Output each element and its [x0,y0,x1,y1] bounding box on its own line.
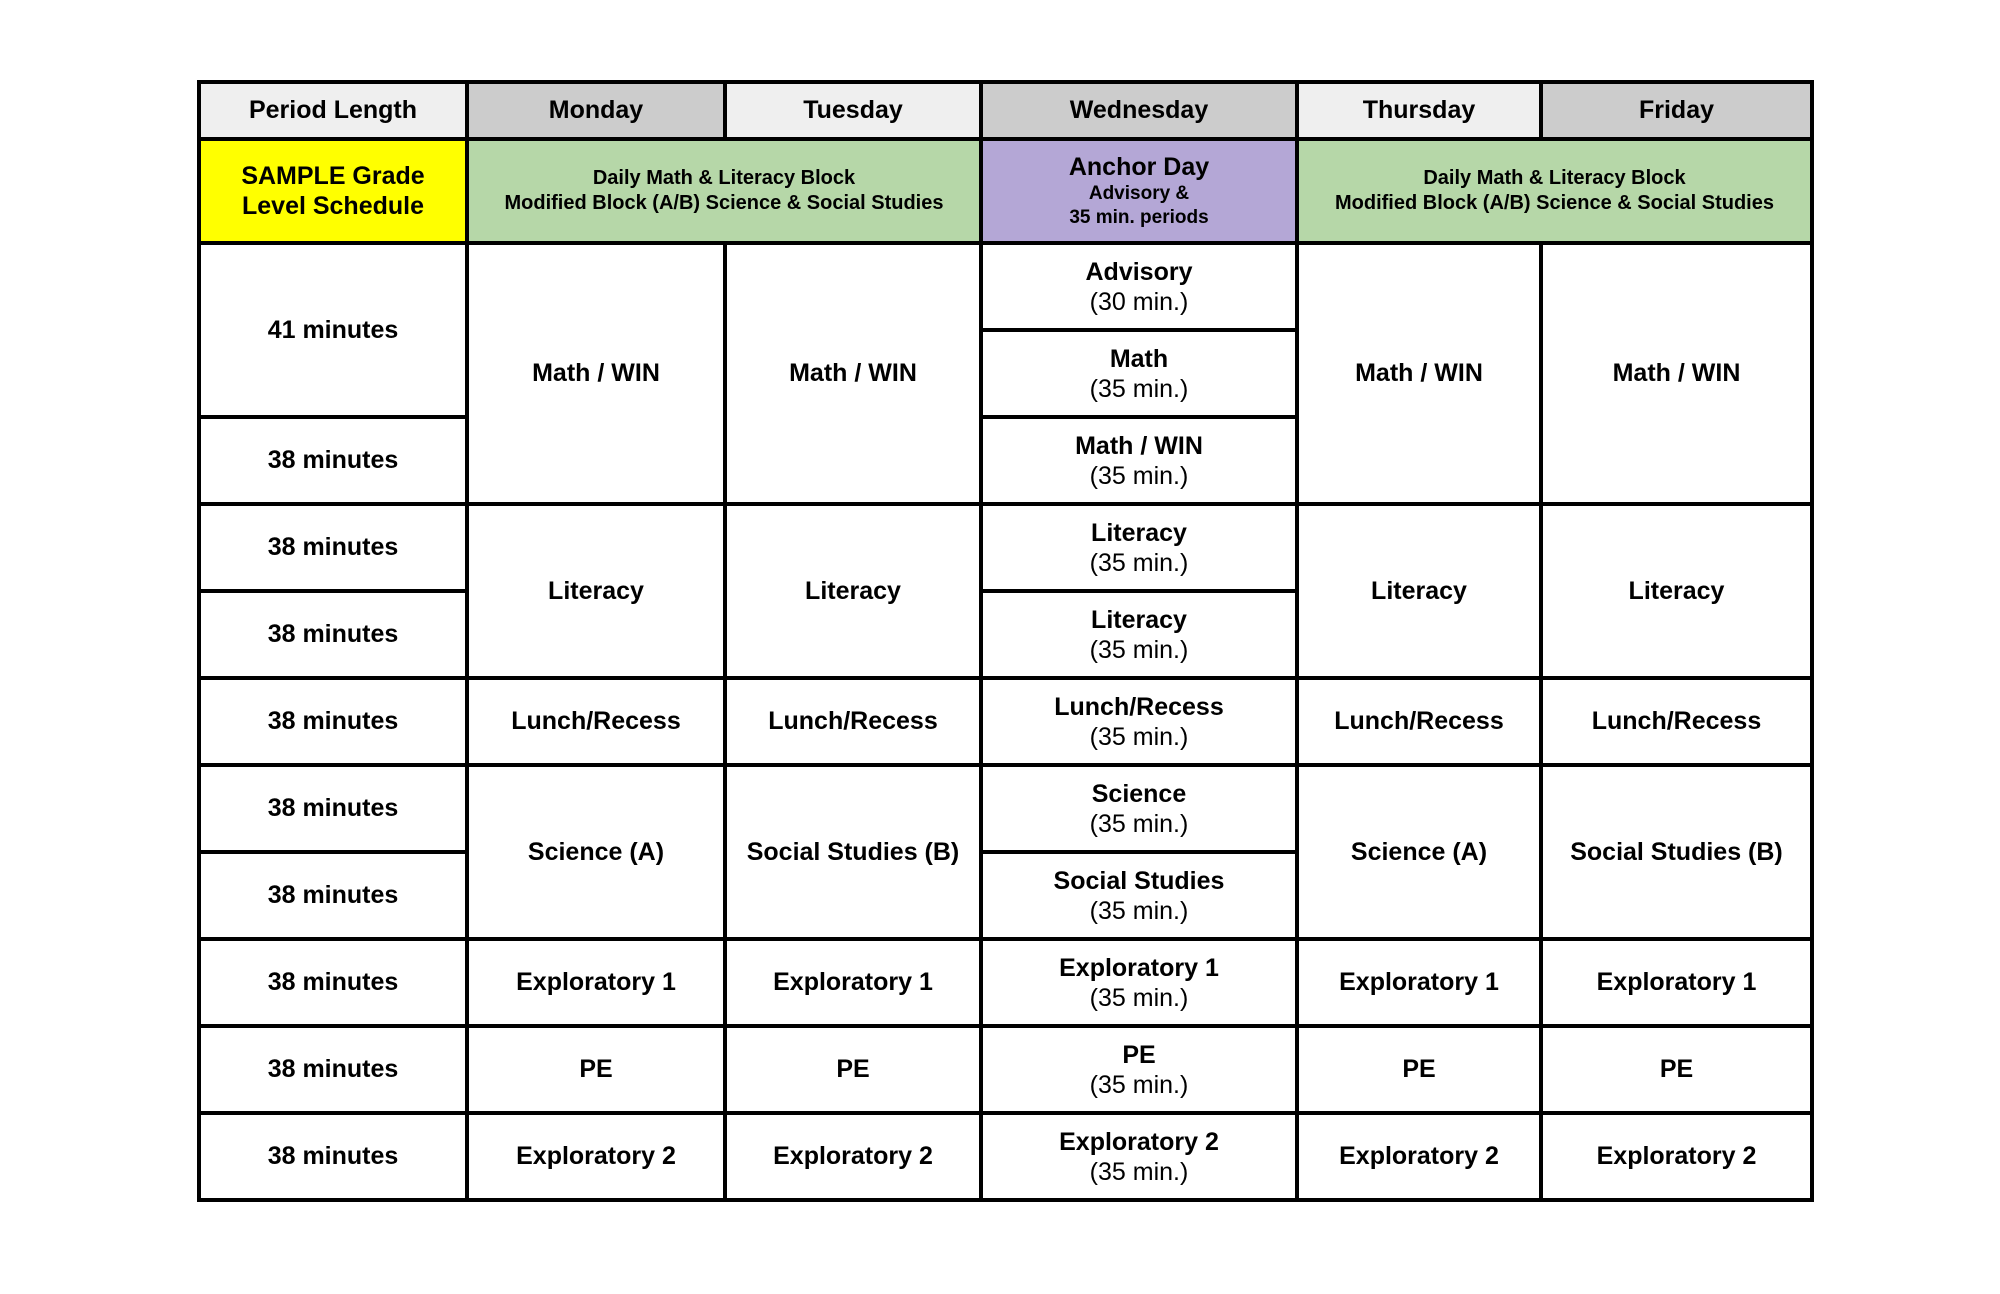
wed-class-name: Literacy [1091,518,1187,547]
schedule-row [199,504,1812,591]
schedule-row [199,939,1812,1026]
block-note-mon-tue [467,139,981,243]
anchor-day-note [981,139,1297,243]
anchor-day-line-1: Advisory & [1088,183,1190,204]
thursday-math-win: Math / WIN [1297,243,1541,504]
tuesday-lunch: Lunch/Recess [725,678,981,765]
period-length-cell: 38 minutes [199,765,467,852]
period-length-cell: 38 minutes [199,939,467,1026]
wed-class-name: Science [1091,779,1187,808]
header-period-length: Period Length [199,82,467,139]
friday-literacy: Literacy [1541,504,1812,678]
tuesday-pe: PE [725,1026,981,1113]
header-monday: Monday [467,82,725,139]
wed-class-duration: (35 min.) [1089,1070,1189,1099]
wednesday-math-win [981,417,1297,504]
schedule-row [199,1026,1812,1113]
wed-class-name: Math / WIN [1075,431,1203,460]
header-tuesday: Tuesday [725,82,981,139]
info-row [199,139,1812,243]
wed-class-name: Exploratory 1 [1059,953,1219,982]
wed-class-name: Literacy [1091,605,1187,634]
thursday-pe: PE [1297,1026,1541,1113]
wed-class-duration: (30 min.) [1089,287,1189,316]
schedule-row [199,765,1812,852]
thursday-literacy: Literacy [1297,504,1541,678]
tuesday-social-studies: Social Studies (B) [725,765,981,939]
wednesday-literacy-2 [981,591,1297,678]
wed-class-name: PE [1122,1040,1156,1069]
wed-class-duration: (35 min.) [1089,896,1189,925]
friday-social-studies: Social Studies (B) [1541,765,1812,939]
monday-exploratory-2: Exploratory 2 [467,1113,725,1200]
period-length-cell: 41 minutes [199,243,467,417]
thursday-exploratory-2: Exploratory 2 [1297,1113,1541,1200]
period-length-cell: 38 minutes [199,1113,467,1200]
wednesday-advisory [981,243,1297,330]
friday-exploratory-2: Exploratory 2 [1541,1113,1812,1200]
wed-class-duration: (35 min.) [1089,635,1189,664]
wed-class-duration: (35 min.) [1089,548,1189,577]
friday-exploratory-1: Exploratory 1 [1541,939,1812,1026]
wed-class-duration: (35 min.) [1089,809,1189,838]
wed-class-name: Math [1109,344,1169,373]
wed-class-duration: (35 min.) [1089,374,1189,403]
block-note-line-2: Modified Block (A/B) Science & Social Studies [504,192,944,214]
schedule-row [199,678,1812,765]
period-length-cell: 38 minutes [199,591,467,678]
sample-line-1: SAMPLE Grade [241,162,425,190]
tuesday-exploratory-1: Exploratory 1 [725,939,981,1026]
period-length-cell: 38 minutes [199,852,467,939]
wed-class-name: Advisory [1085,257,1193,286]
tuesday-exploratory-2: Exploratory 2 [725,1113,981,1200]
wednesday-science [981,765,1297,852]
period-length-cell: 38 minutes [199,1026,467,1113]
header-row [199,82,1812,139]
monday-math-win: Math / WIN [467,243,725,504]
anchor-day-title: Anchor Day [1068,153,1210,181]
wed-class-name: Lunch/Recess [1054,692,1224,721]
anchor-day-line-2: 35 min. periods [1069,207,1209,228]
wednesday-lunch [981,678,1297,765]
sample-schedule-label [199,139,467,243]
wednesday-pe [981,1026,1297,1113]
wednesday-literacy-1 [981,504,1297,591]
monday-literacy: Literacy [467,504,725,678]
schedule-table [197,80,1814,1202]
tuesday-math-win: Math / WIN [725,243,981,504]
header-friday: Friday [1541,82,1812,139]
monday-lunch: Lunch/Recess [467,678,725,765]
monday-pe: PE [467,1026,725,1113]
friday-lunch: Lunch/Recess [1541,678,1812,765]
block-note-line-1: Daily Math & Literacy Block [1423,167,1686,189]
block-note-line-2: Modified Block (A/B) Science & Social Studies [1335,192,1774,214]
thursday-science: Science (A) [1297,765,1541,939]
wed-class-duration: (35 min.) [1089,1157,1189,1186]
monday-exploratory-1: Exploratory 1 [467,939,725,1026]
period-length-cell: 38 minutes [199,417,467,504]
friday-pe: PE [1541,1026,1812,1113]
wednesday-exploratory-2 [981,1113,1297,1200]
schedule-row [199,1113,1812,1200]
period-length-cell: 38 minutes [199,678,467,765]
wed-class-duration: (35 min.) [1089,722,1189,751]
tuesday-literacy: Literacy [725,504,981,678]
thursday-exploratory-1: Exploratory 1 [1297,939,1541,1026]
wednesday-social-studies [981,852,1297,939]
sample-line-2: Level Schedule [241,192,425,220]
thursday-lunch: Lunch/Recess [1297,678,1541,765]
wednesday-exploratory-1 [981,939,1297,1026]
wed-class-name: Exploratory 2 [1059,1127,1219,1156]
wed-class-duration: (35 min.) [1089,461,1189,490]
wednesday-math [981,330,1297,417]
block-note-line-1: Daily Math & Literacy Block [592,167,856,189]
wed-class-name: Social Studies [1053,866,1225,895]
block-note-thu-fri [1297,139,1812,243]
header-thursday: Thursday [1297,82,1541,139]
wed-class-duration: (35 min.) [1089,983,1189,1012]
friday-math-win: Math / WIN [1541,243,1812,504]
period-length-cell: 38 minutes [199,504,467,591]
monday-science: Science (A) [467,765,725,939]
schedule-row [199,243,1812,330]
header-wednesday: Wednesday [981,82,1297,139]
